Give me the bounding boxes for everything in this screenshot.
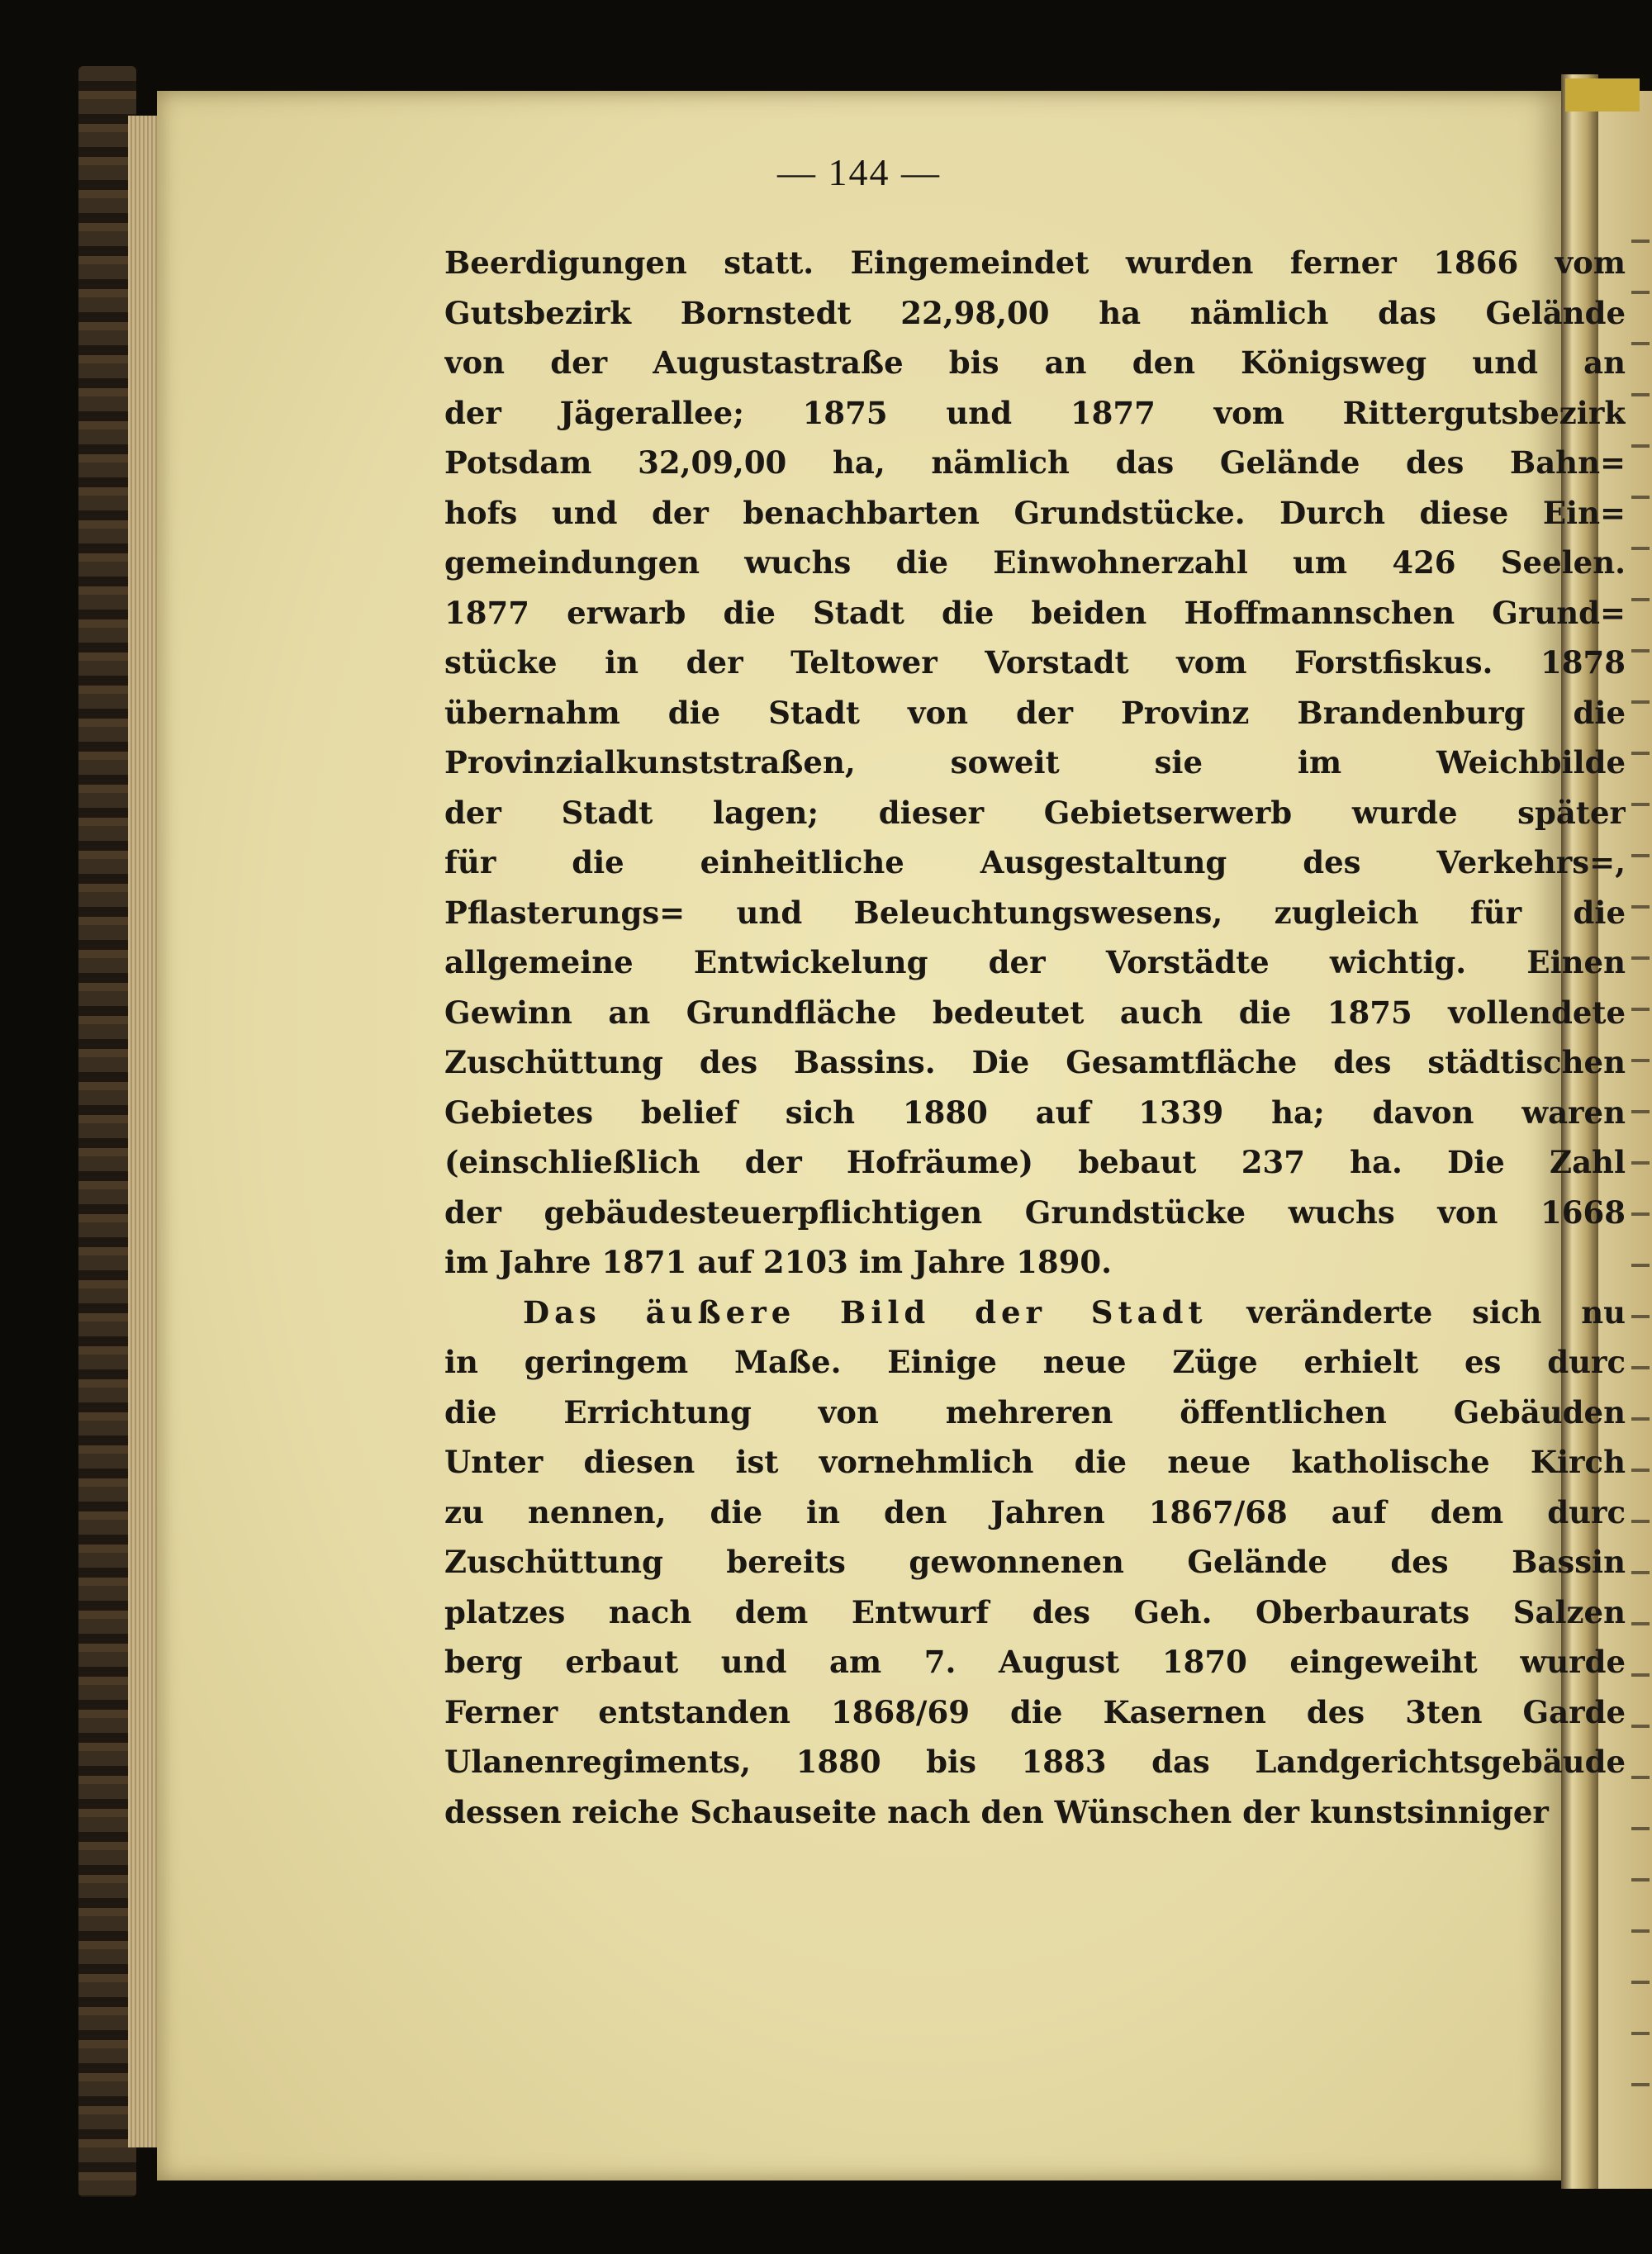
text-line: in geringem Maße. Einige neue Züge erhielt es durc	[444, 1344, 1626, 1380]
page-number: — 144 —	[777, 151, 941, 193]
text-line: gemeindungen wuchs die Einwohnerzahl um 426 Seelen.	[444, 544, 1626, 581]
text-line: im Jahre 1871 auf 2103 im Jahre 1890.	[444, 1244, 1113, 1280]
text-run: veränderte sich nu	[1246, 1293, 1626, 1331]
text-line: Provinzialkunststraßen, soweit sie im Weichbilde	[444, 744, 1626, 781]
text-line: Ferner entstanden 1868/69 die Kasernen des 3ten Garde	[444, 1693, 1626, 1730]
book-page	[157, 91, 1626, 2180]
text-line: Zuschüttung des Bassins. Die Gesamtfläche des städtischen	[444, 1044, 1626, 1080]
text-line: übernahm die Stadt von der Provinz Brandenburg die	[444, 694, 1626, 731]
text-line: von der Augustastraße bis an den Königsweg und an	[444, 344, 1626, 381]
text-line: berg erbaut und am 7. August 1870 eingeweiht wurde	[444, 1644, 1626, 1680]
text-line: (einschließlich der Hofräume) bebaut 237 ha. Die Zahl	[444, 1144, 1626, 1180]
text-line: der Jägerallee; 1875 und 1877 vom Rittergutsbezirk	[444, 394, 1626, 431]
text-line: Unter diesen ist vornehmlich die neue katholische Kirch	[444, 1444, 1626, 1480]
text-line: zu nennen, die in den Jahren 1867/68 auf dem durc	[444, 1493, 1626, 1530]
text-line-first	[444, 1288, 1626, 1338]
text-line: der gebäudesteuerpflichtigen Grundstücke wuchs von 1668	[444, 1193, 1626, 1231]
text-line: hofs und der benachbarten Grundstücke. Durch diese Ein=	[444, 494, 1626, 531]
text-line: Potsdam 32,09,00 ha, nämlich das Gelände des Bahn=	[444, 444, 1626, 481]
text-line: dessen reiche Schauseite nach den Wünschen der kunstsinniger	[444, 1793, 1549, 1830]
text-line: Beerdigungen statt. Eingemeindet wurden ferner 1866 vom	[444, 244, 1626, 281]
text-line: stücke in der Teltower Vorstadt vom Forstfiskus. 1878	[444, 644, 1626, 681]
bookmark-ribbon	[1565, 78, 1640, 112]
text-line: platzes nach dem Entwurf des Geh. Oberbaurats Salzen	[444, 1593, 1626, 1630]
text-line: Ulanenregiments, 1880 bis 1883 das Landgerichtsgebäude	[444, 1744, 1626, 1780]
paragraph-1	[444, 238, 1626, 1288]
spaced-emphasis: Das äußere Bild der Stadt	[523, 1293, 1208, 1331]
facing-page-print	[1631, 215, 1650, 2114]
text-line: für die einheitliche Ausgestaltung des Verkehrs=,	[444, 844, 1626, 880]
text-line: Pflasterungs= und Beleuchtungswesens, zugleich für die	[444, 894, 1626, 931]
text-line: Gebietes belief sich 1880 auf 1339 ha; davon waren	[444, 1094, 1626, 1131]
text-line: 1877 erwarb die Stadt die beiden Hoffmannschen Grund=	[444, 594, 1626, 631]
text-line: Zuschüttung bereits gewonnenen Gelände des Bassin	[444, 1544, 1626, 1580]
body-text	[444, 238, 1626, 1837]
text-line: Gewinn an Grundfläche bedeutet auch die 1875 vollendete	[444, 994, 1626, 1031]
text-line: die Errichtung von mehreren öffentlichen Gebäuden	[444, 1393, 1626, 1431]
text-line: Gutsbezirk Bornstedt 22,98,00 ha nämlich das Gelände	[444, 294, 1626, 331]
paragraph-2	[444, 1288, 1626, 1838]
text-line: der Stadt lagen; dieser Gebietserwerb wurde später	[444, 794, 1626, 831]
page-stack-edge	[128, 116, 161, 2147]
text-line: allgemeine Entwickelung der Vorstädte wichtig. Einen	[444, 944, 1626, 980]
